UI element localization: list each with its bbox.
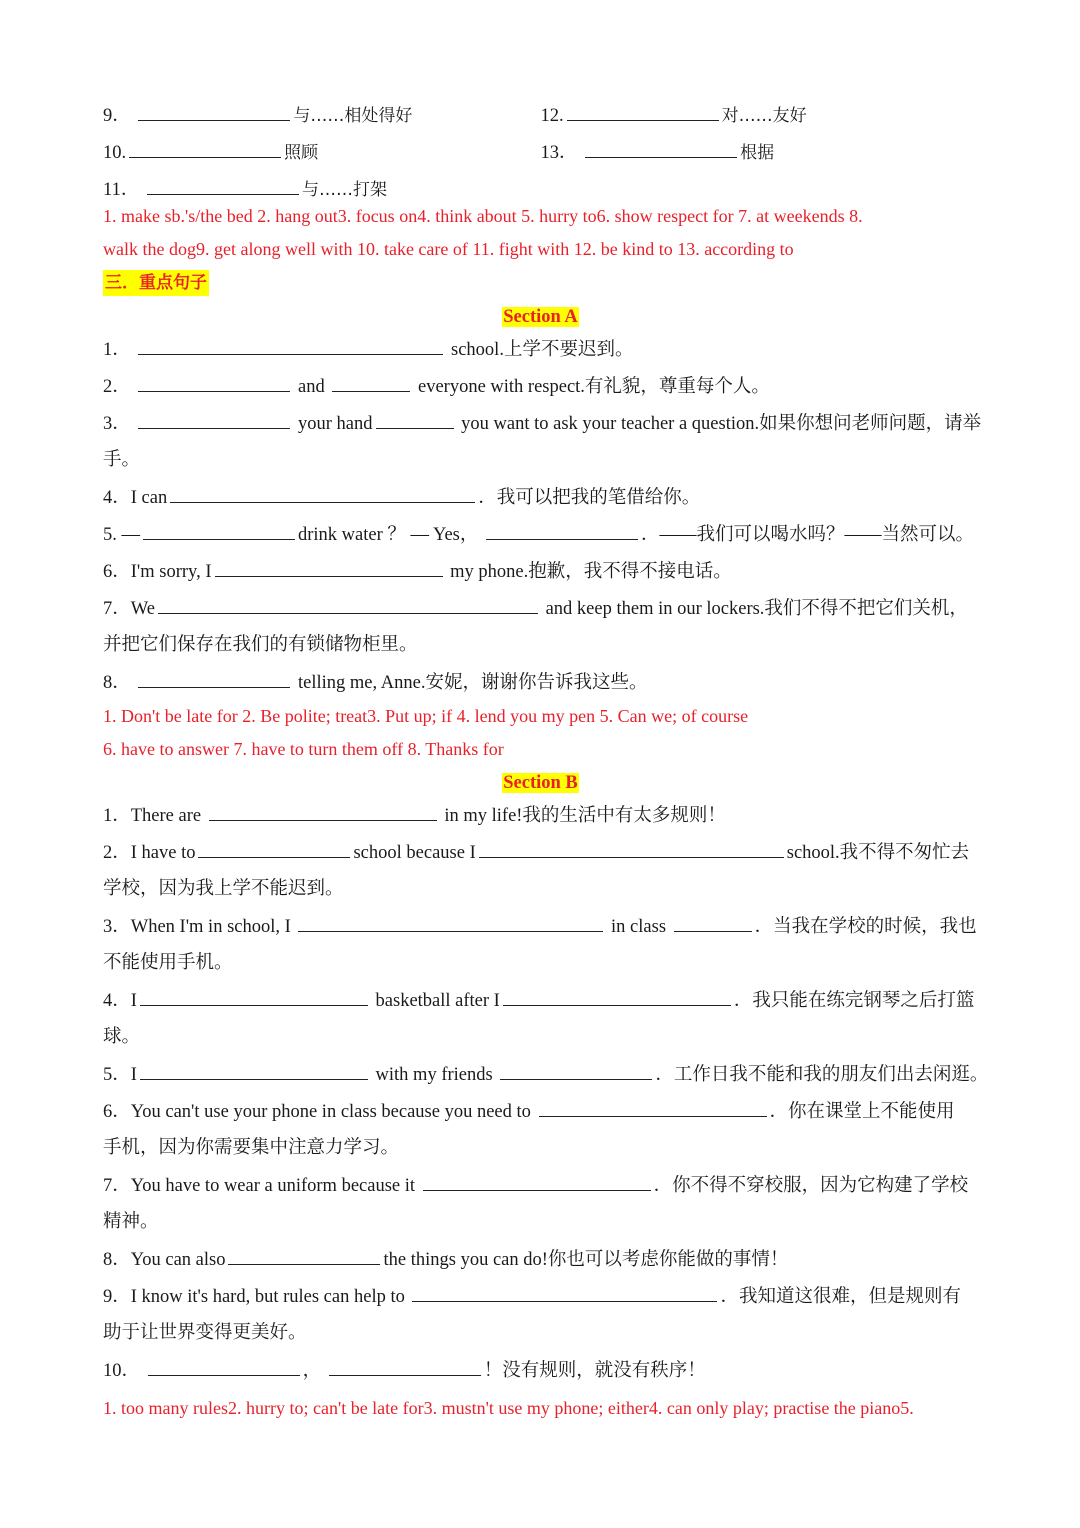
section-b-title: Section B (503, 773, 578, 793)
answer-blank[interactable] (138, 334, 443, 355)
sentence-number: 5. — (103, 525, 140, 545)
sentence (103, 556, 978, 593)
sentence-number: 7．You have to wear a uniform because it (103, 1176, 416, 1196)
sentence-text: in class (611, 917, 667, 937)
sentence-number: 7．We (103, 599, 155, 619)
item-meaning: 根据 (740, 143, 775, 163)
answer-blank[interactable] (539, 1096, 767, 1117)
answer-blank[interactable] (585, 137, 737, 158)
answer-blank[interactable] (140, 985, 368, 1006)
sentence-number: 8．You can also (103, 1250, 226, 1270)
sentence-text: ．你在课堂上不能使用 (769, 1102, 955, 1122)
sentence (103, 519, 978, 556)
section-b-title-row (103, 766, 978, 800)
sentence-number: 2． (103, 377, 131, 397)
sentence (103, 800, 978, 837)
answer-blank[interactable] (198, 837, 350, 858)
sentence-text: my phone.抱歉，我不得不接电话。 (450, 562, 732, 582)
sentence (103, 1059, 989, 1096)
answer-blank[interactable] (479, 837, 784, 858)
sentence-text: ．——我们可以喝水吗？——当然可以。 (641, 525, 975, 545)
answer-blank[interactable] (170, 482, 475, 503)
item-number: 13． (540, 143, 578, 163)
answer-blank[interactable] (129, 137, 281, 158)
sentence (103, 593, 978, 630)
sentence-text: the things you can do!你也可以考虑你能做的事情！ (383, 1250, 789, 1270)
sentence-number: 1．There are (103, 806, 202, 826)
item-meaning: 与……相处得好 (293, 106, 413, 126)
sentence-text: 学校，因为我上学不能迟到。 (103, 879, 344, 899)
answer-blank[interactable] (412, 1281, 717, 1302)
sentence-text: ．工作日我不能和我的朋友们出去闲逛。 (655, 1065, 989, 1085)
sentence-number: 10． (103, 1361, 141, 1381)
sentence-text: school because I (353, 843, 476, 863)
item-number: 9． (103, 106, 131, 126)
item-meaning: 与……打架 (301, 180, 387, 200)
sentence-number: 3．When I'm in school, I (103, 917, 291, 937)
sentence-number: 8． (103, 673, 131, 693)
sentence-text: your hand (298, 414, 373, 434)
sentence-text: everyone with respect.有礼貌，尊重每个人。 (417, 377, 770, 397)
sentence-text: 不能使用手机。 (103, 953, 233, 973)
item-number: 11． (103, 180, 140, 200)
sentence-text: basketball after I (375, 991, 500, 1011)
answer-blank[interactable] (209, 800, 437, 821)
sentence-text: 并把它们保存在我们的有锁储物柜里。 (103, 635, 418, 655)
sentence-continuation (103, 630, 978, 667)
answer-blank[interactable] (332, 371, 410, 392)
answer-blank[interactable] (138, 371, 290, 392)
answer-key (103, 700, 978, 766)
answer-line: walk the dog9. get along well with 10. take care of 11. fight with 12. be kind to 13. according to (103, 239, 794, 259)
sentence-text: 精神。 (103, 1212, 159, 1232)
answer-blank[interactable] (138, 667, 290, 688)
item-number: 12. (540, 106, 564, 126)
answer-blank[interactable] (423, 1170, 651, 1191)
sentence-continuation (103, 1022, 978, 1059)
sentence (103, 1355, 978, 1392)
sentence-text: you want to ask your teacher a question.如果你想问老师问题，请举 (461, 414, 982, 434)
sentence (103, 667, 978, 700)
sentence-number: 5．I (103, 1065, 137, 1085)
sentence-continuation (103, 948, 978, 985)
sentence (103, 1170, 978, 1207)
answer-blank[interactable] (329, 1355, 481, 1376)
sentence-text: and (298, 377, 325, 397)
sentence-number: 6．You can't use your phone in class because you need to (103, 1102, 531, 1122)
sentence-text: ．你不得不穿校服，因为它构建了学校 (653, 1176, 969, 1196)
heading-row (103, 266, 978, 300)
section-a-title: Section A (503, 307, 578, 327)
answer-blank[interactable] (503, 985, 731, 1006)
sentence-continuation (103, 445, 978, 482)
sentence-text: ！没有规则，就没有秩序！ (483, 1361, 706, 1381)
answer-blank[interactable] (143, 519, 295, 540)
item-meaning: 照顾 (284, 143, 319, 163)
sentence (103, 482, 978, 519)
sentence-number: 6．I'm sorry, I (103, 562, 212, 582)
sentence-text: ．我知道这很难，但是规则有 (720, 1287, 961, 1307)
sentence-number: 1． (103, 340, 131, 360)
sentence-number: 2．I have to (103, 843, 196, 863)
answer-key (103, 200, 978, 266)
sentence-continuation (103, 1133, 978, 1170)
sentence-text: 助于让世界变得更美好。 (103, 1323, 307, 1343)
section-a-title-row (103, 300, 978, 334)
answer-line: 1. make sb.'s/the bed 2. hang out3. focus on4. think about 5. hurry to6. show respect for 7. at weekends 8. (103, 206, 863, 226)
sentence (103, 837, 978, 874)
answer-blank[interactable] (486, 519, 638, 540)
sentence-text: 手。 (103, 450, 141, 470)
sentence-text: ．我只能在练完钢琴之后打篮 (733, 991, 975, 1011)
sentence-text: 球。 (103, 1027, 141, 1047)
answer-blank[interactable] (148, 1355, 300, 1376)
sentence (103, 1281, 978, 1318)
sentence (103, 408, 982, 445)
answer-blank[interactable] (140, 1059, 368, 1080)
answer-blank[interactable] (674, 911, 752, 932)
sentence-text: school.上学不要迟到。 (451, 340, 634, 360)
answer-blank[interactable] (147, 174, 299, 195)
sentence (103, 371, 978, 408)
answer-blank[interactable] (158, 593, 538, 614)
sentence-text: ， (302, 1361, 322, 1381)
answer-key (103, 1392, 978, 1425)
sentence (103, 985, 978, 1022)
sentence (103, 1096, 978, 1133)
answer-line: 6. have to answer 7. have to turn them off 8. Thanks for (103, 739, 504, 759)
sentence-text: and keep them in our lockers.我们不得不把它们关机， (545, 599, 968, 619)
sentence-text: in my life!我的生活中有太多规则！ (444, 806, 726, 826)
item-number: 10. (103, 143, 127, 163)
sentence-text: with my friends (375, 1065, 493, 1085)
answer-line: 1. Don't be late for 2. Be polite; treat3. Put up; if 4. lend you my pen 5. Can we; of course (103, 706, 749, 726)
answer-blank[interactable] (215, 556, 443, 577)
sentence-number: 4．I can (103, 488, 168, 508)
sentence (103, 911, 978, 948)
sentence (103, 334, 978, 371)
answer-line: 1. too many rules2. hurry to; can't be late for3. mustn't use my phone; either4. can only play; practise the piano5. (103, 1398, 914, 1418)
sentence-text: ．我可以把我的笔借给你。 (478, 488, 701, 508)
sentence-text: school.我不得不匆忙去 (786, 843, 970, 863)
answer-blank[interactable] (138, 408, 290, 429)
vocab-row (103, 137, 978, 174)
sentence-number: 4．I (103, 991, 137, 1011)
vocab-row (103, 100, 978, 137)
worksheet-page (103, 100, 989, 1425)
answer-blank[interactable] (228, 1244, 380, 1265)
sentence-text: ．当我在学校的时候，我也 (754, 917, 977, 937)
sentence-text: drink water ？ — Yes， (298, 525, 479, 545)
sentence-number: 3． (103, 414, 131, 434)
sentence-continuation (103, 1207, 978, 1244)
answer-blank[interactable] (298, 911, 603, 932)
answer-blank[interactable] (500, 1059, 652, 1080)
answer-blank[interactable] (138, 100, 290, 121)
sentence (103, 1244, 978, 1281)
item-meaning: 对……友好 (721, 106, 807, 126)
sentence-continuation (103, 1318, 978, 1355)
answer-blank[interactable] (376, 408, 454, 429)
key-sentences-heading: 三．重点句子 (103, 270, 209, 296)
sentence-text: telling me, Anne.安妮，谢谢你告诉我这些。 (298, 673, 648, 693)
answer-blank[interactable] (567, 100, 719, 121)
sentence-number: 9．I know it's hard, but rules can help to (103, 1287, 405, 1307)
vocab-row (103, 174, 978, 204)
sentence-continuation (103, 874, 978, 911)
sentence-text: 手机，因为你需要集中注意力学习。 (103, 1138, 400, 1158)
